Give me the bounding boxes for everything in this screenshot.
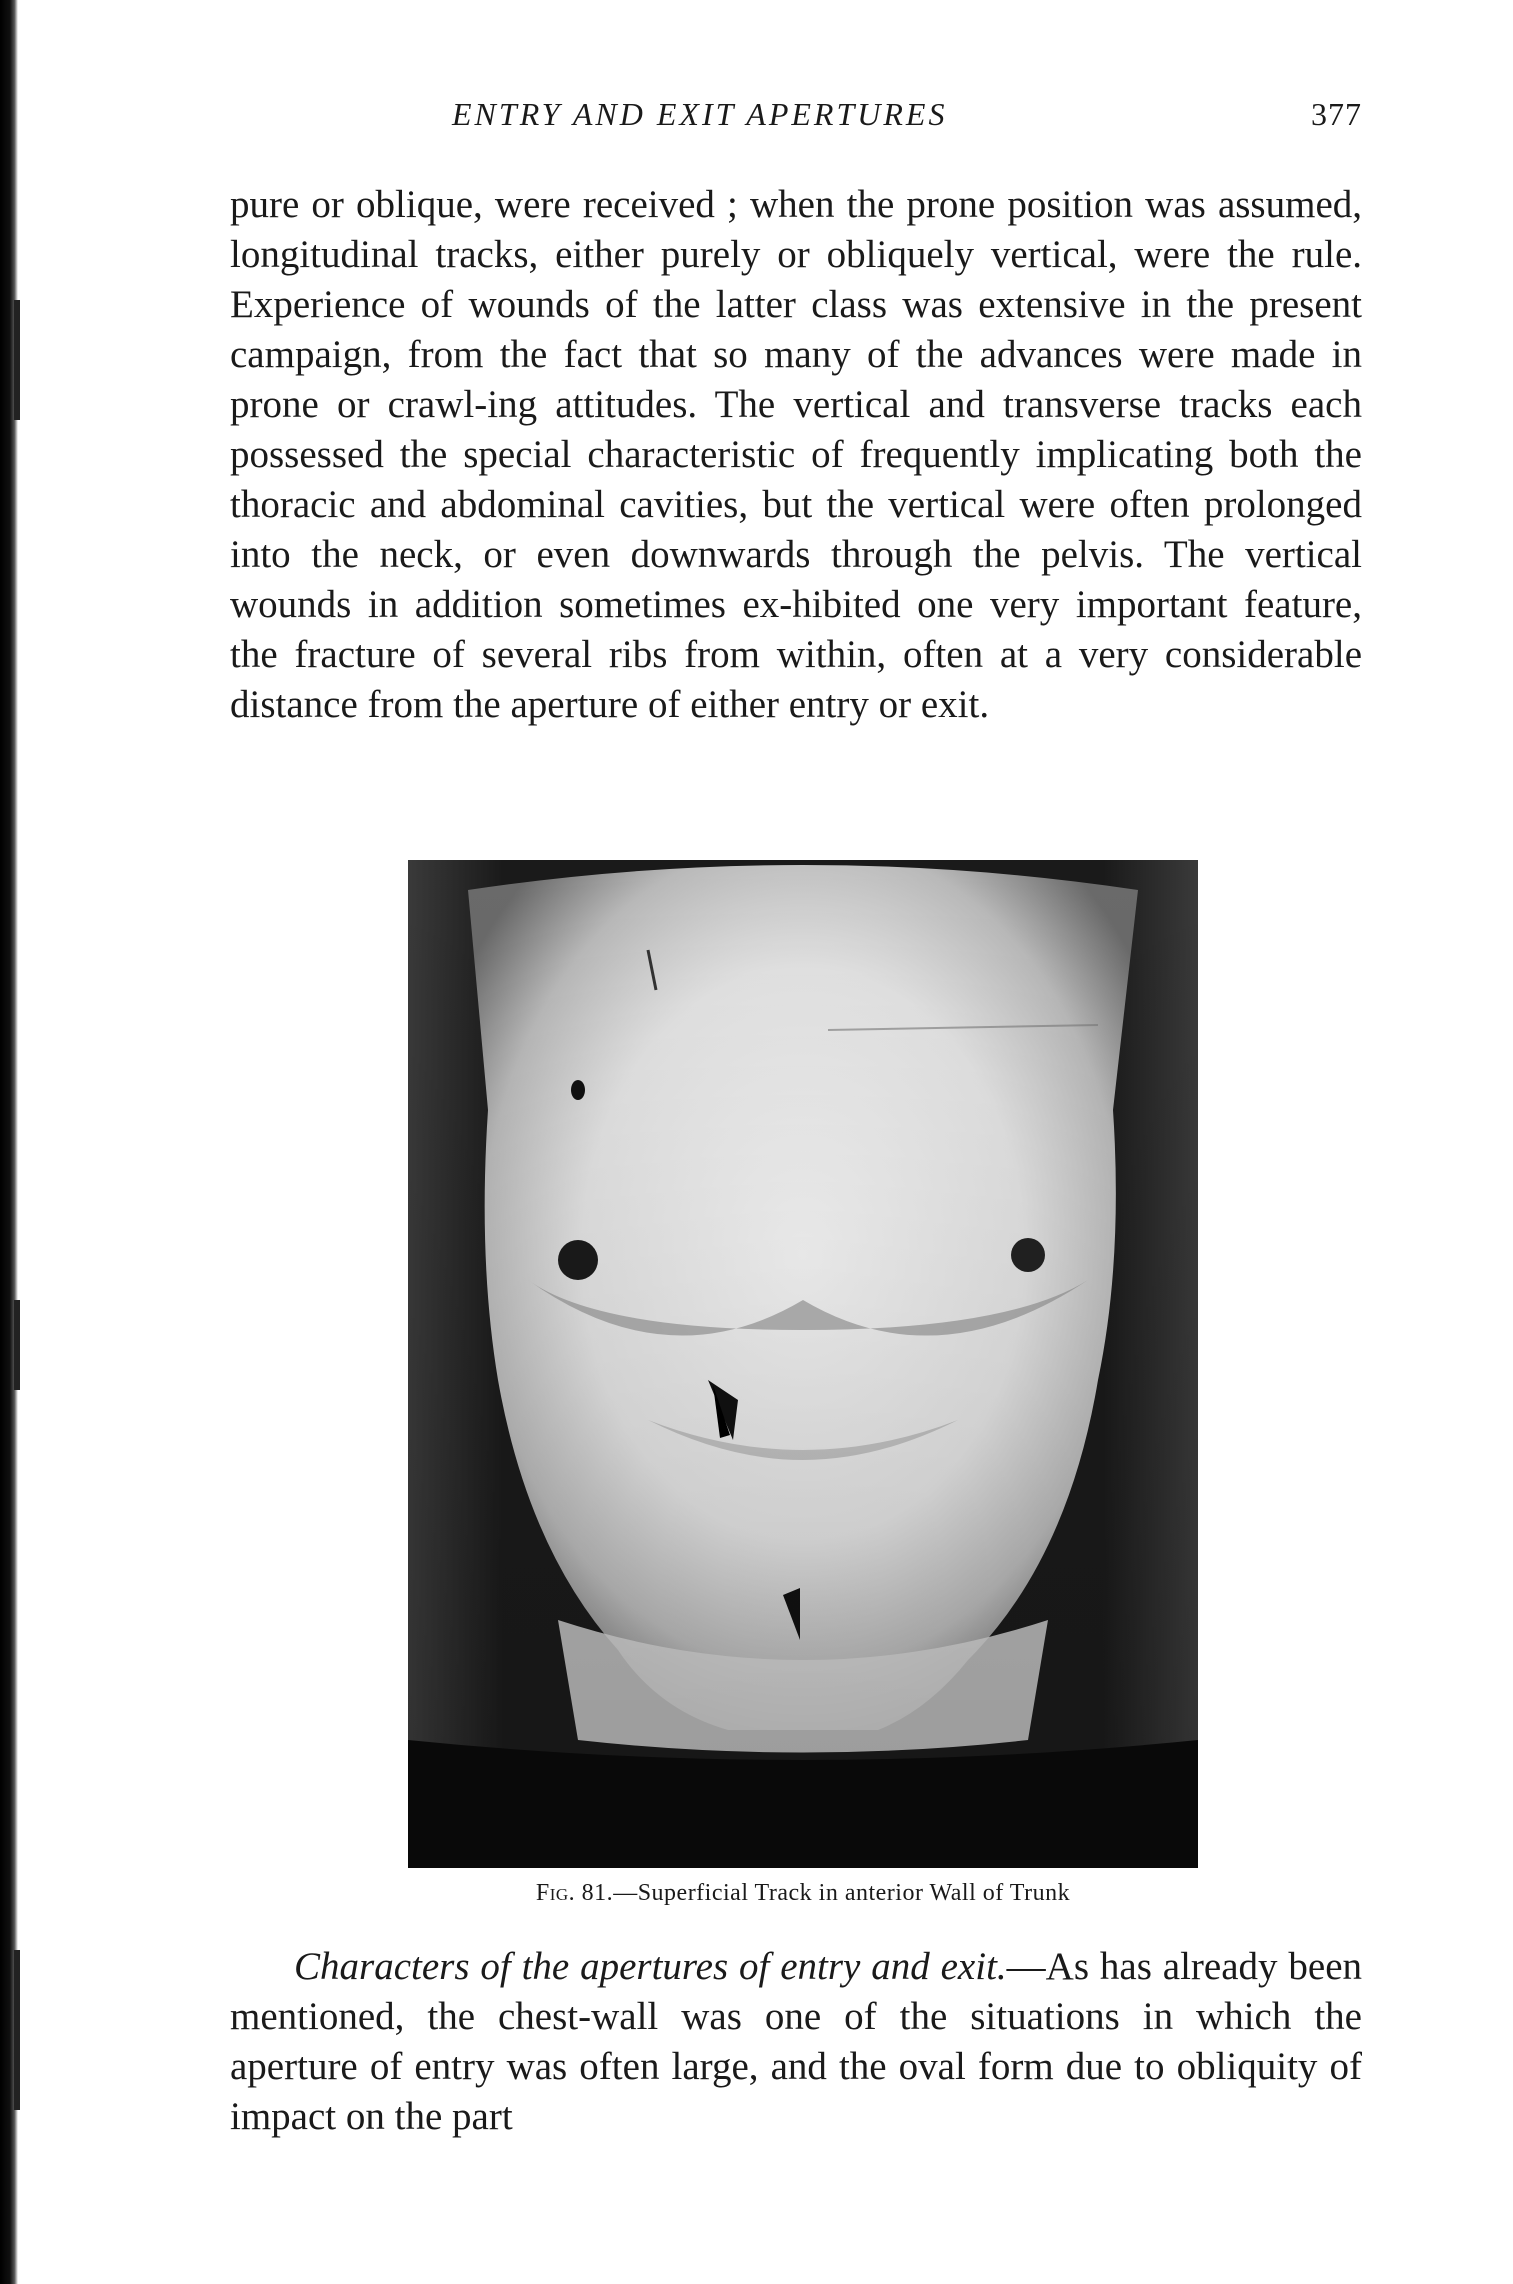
page-header (0, 96, 1362, 140)
binding-speck (14, 1950, 20, 2110)
binding-speck (14, 300, 20, 420)
figure-81-photograph (408, 860, 1198, 1868)
body-paragraph-2 (230, 1942, 1362, 2142)
paragraph-2-text: —As has already been mentioned, the chest-wall was one of the situations in which the aperture of entry was often large, and the oval form due to obliquity of impact on the part (230, 1945, 1363, 2138)
running-head: ENTRY AND EXIT APERTURES (452, 96, 948, 132)
figure-caption (408, 1880, 1198, 1907)
binding-speck (14, 1300, 20, 1390)
figure-label: Fig. 81. (535, 1880, 614, 1906)
body-paragraph-1: pure or oblique, were received ; when the prone position was assumed, longitudinal tracks, either purely or obliquely vertical, were the rule. Experience of wounds of the latter class was extensive in the present campaign, from the fact that so many of the advances were made in prone or crawl-ing attitudes. The vertical and transverse tracks each possessed the special characteristic of frequently implicating both the thoracic and abdominal cavities, but the vertical were often prolonged into the neck, or even downwards through the pelvis. The vertical wounds in addition sometimes ex-hibited one very important feature, the fracture of several ribs from within, often at a very considerable distance from the aperture of either entry or exit. (230, 183, 1362, 726)
section-heading: Characters of the apertures of entry and exit. (294, 1945, 1007, 1988)
figure-caption-text: —Superficial Track in anterior Wall of Trunk (613, 1880, 1071, 1906)
page-number: 377 (1311, 96, 1362, 132)
trunk-photograph (408, 860, 1198, 1868)
